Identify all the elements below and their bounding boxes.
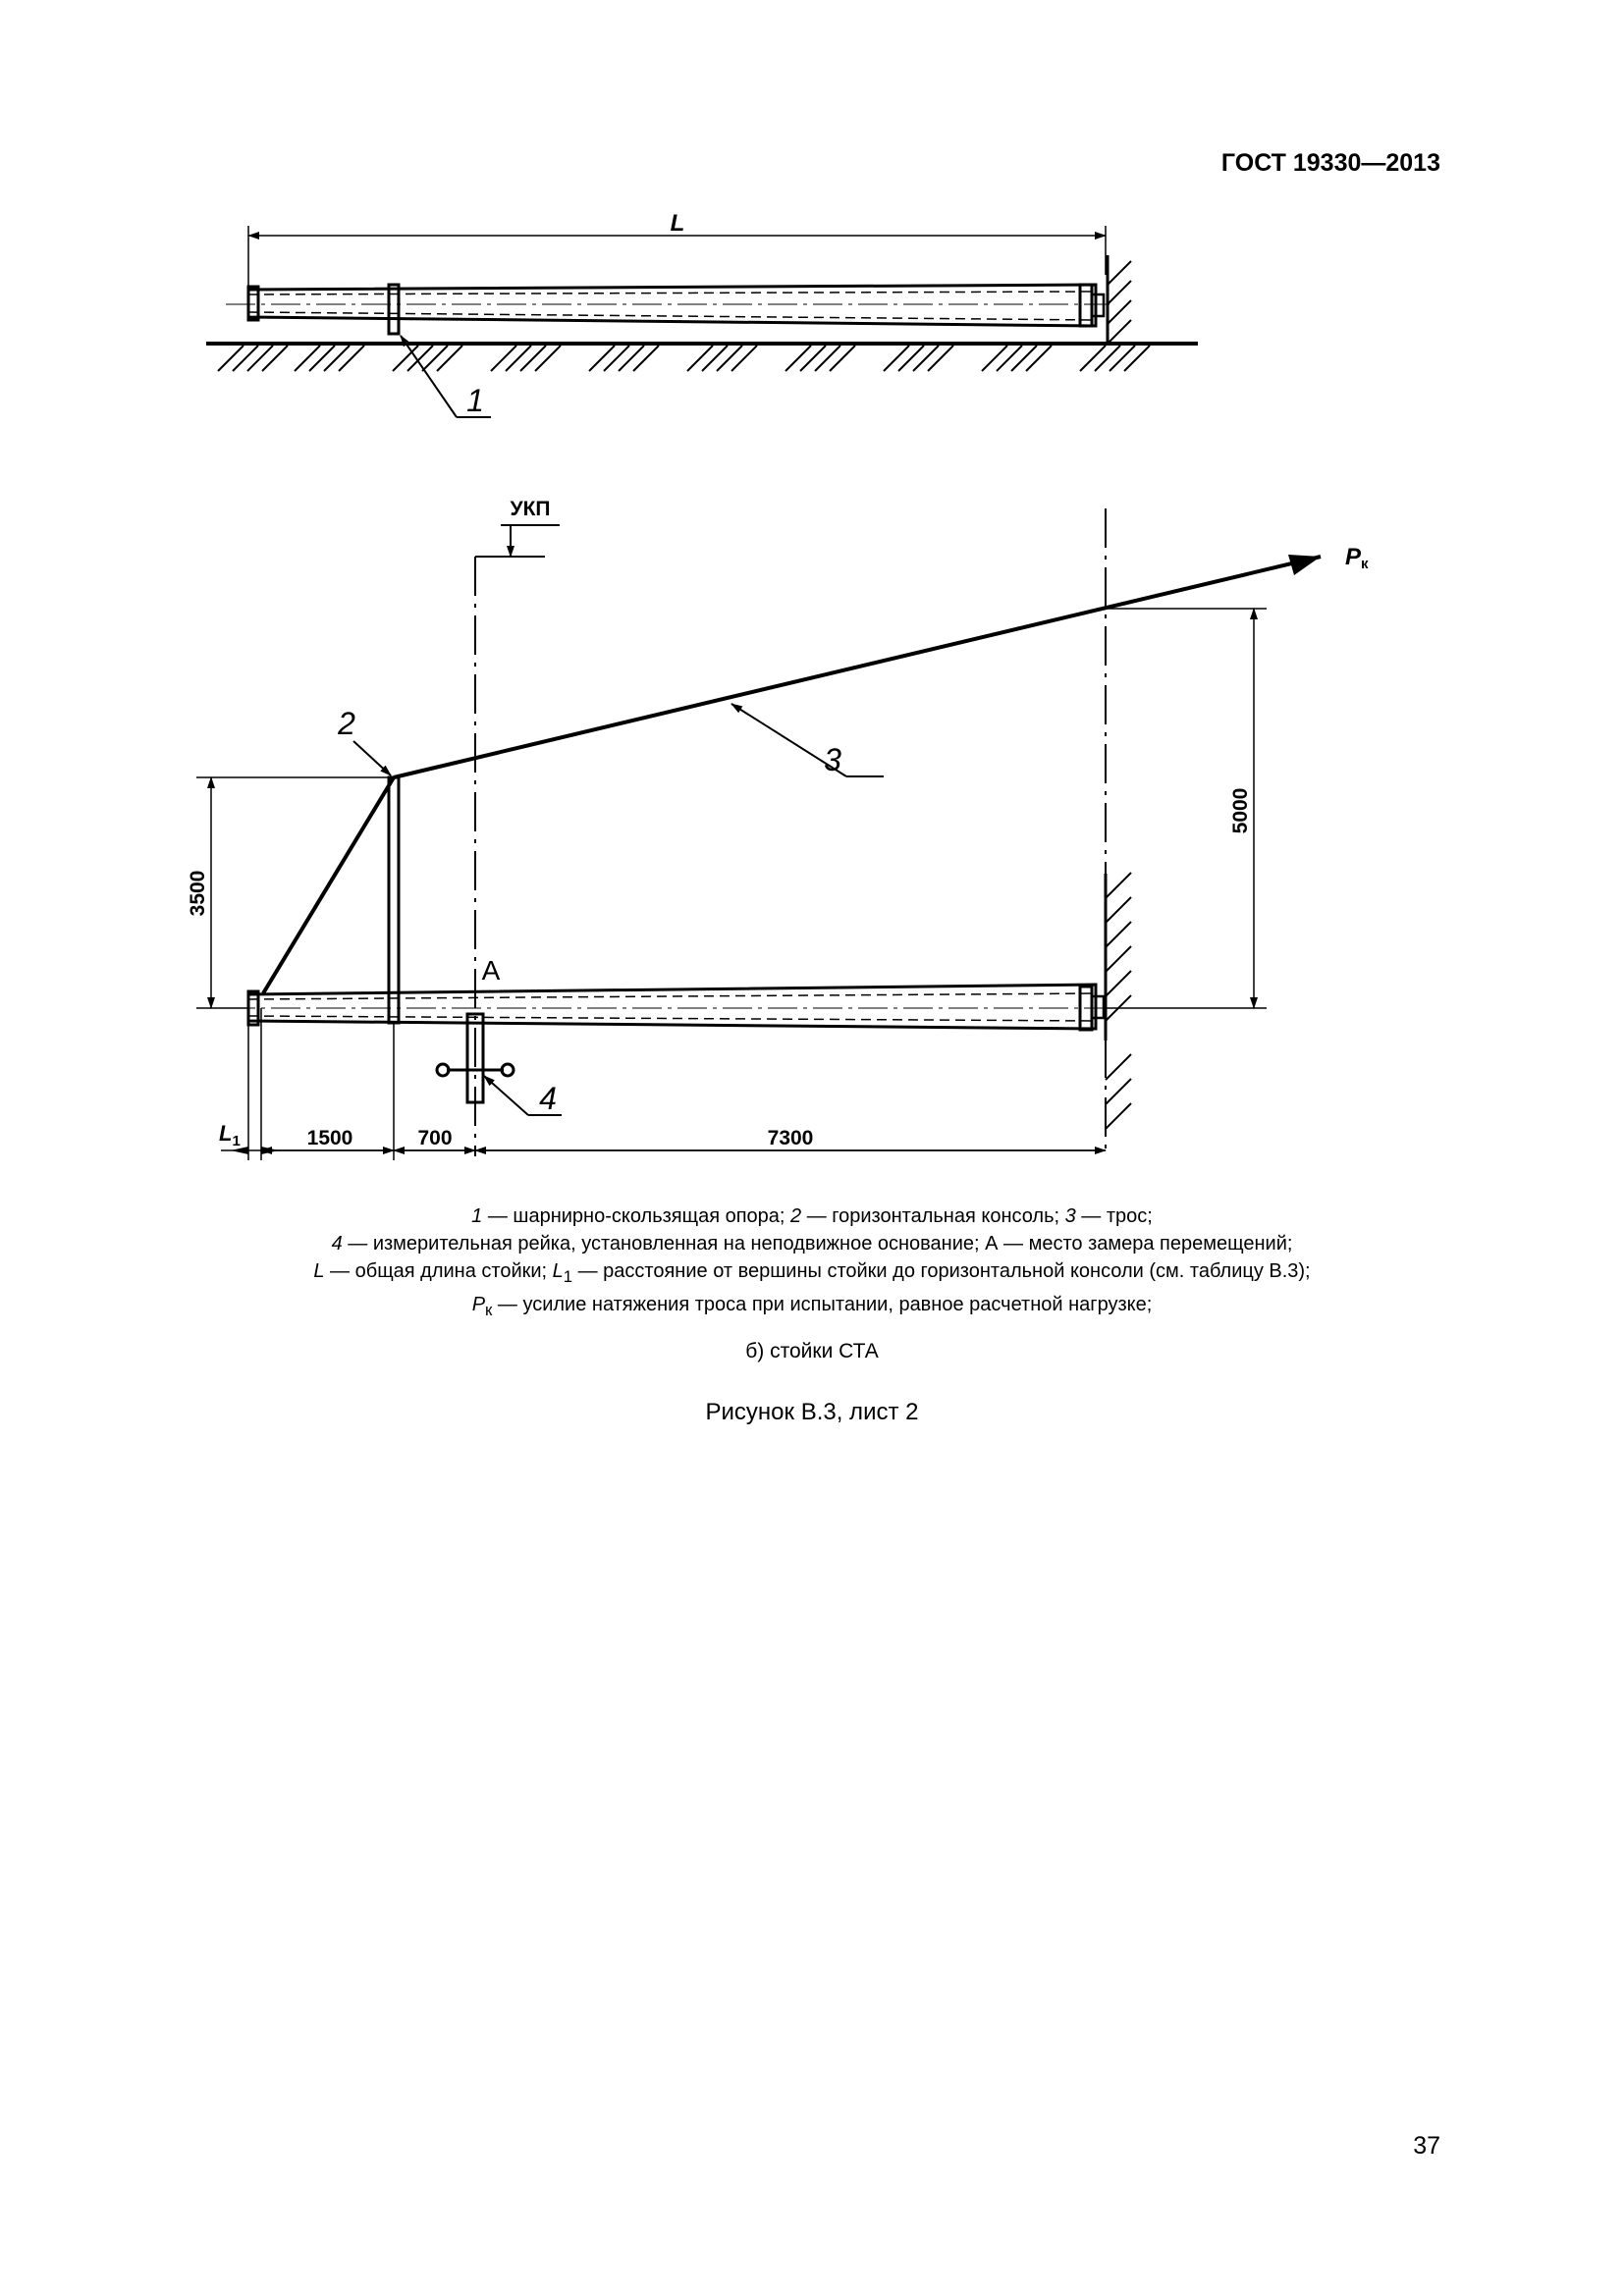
callout-4: 4 bbox=[539, 1081, 557, 1116]
callout-2: 2 bbox=[338, 706, 355, 741]
dim-700: 700 bbox=[417, 1127, 453, 1149]
ukp-label: УКП bbox=[510, 498, 551, 520]
ground-hatching bbox=[218, 346, 1150, 371]
dim-3500: 3500 bbox=[187, 870, 209, 917]
legend-line-3: L — общая длина стойки; $L_1$ — расстояние от вершины стойки до горизонтальной консоли (см. таблицу В.3); bbox=[313, 1260, 1311, 1286]
legend-line-2: 4 — измерительная рейка, установленная на неподвижное основание; А — место замера перемещений; bbox=[331, 1233, 1293, 1255]
sub-caption: б) стойки СТА bbox=[745, 1340, 879, 1362]
dim-1500: 1500 bbox=[306, 1127, 353, 1149]
point-a-label: А bbox=[481, 955, 501, 986]
length-label-L: L bbox=[670, 210, 685, 237]
legend-line-1: 1 — шарнирно-скользящая опора; 2 — горизонтальная консоль; 3 — трос; bbox=[471, 1205, 1153, 1227]
dim-5000: 5000 bbox=[1229, 787, 1252, 834]
callout-3: 3 bbox=[824, 742, 841, 777]
dim-l1: $L_1$ bbox=[219, 1121, 241, 1149]
page-number: 37 bbox=[1413, 2132, 1440, 2160]
force-label: Pк bbox=[1345, 544, 1369, 572]
legend-line-4: $P_к$ — усилие натяжения троса при испытании, равное расчетной нагрузке; bbox=[471, 1294, 1153, 1319]
figure-legend bbox=[0, 1202, 1624, 1324]
main-view bbox=[196, 508, 1321, 1160]
top-view bbox=[206, 226, 1198, 417]
dim-7300: 7300 bbox=[767, 1127, 814, 1149]
callout-1: 1 bbox=[466, 383, 484, 418]
figure-caption: Рисунок В.3, лист 2 bbox=[705, 1399, 919, 1425]
document-code: ГОСТ 19330—2013 bbox=[1220, 149, 1440, 177]
